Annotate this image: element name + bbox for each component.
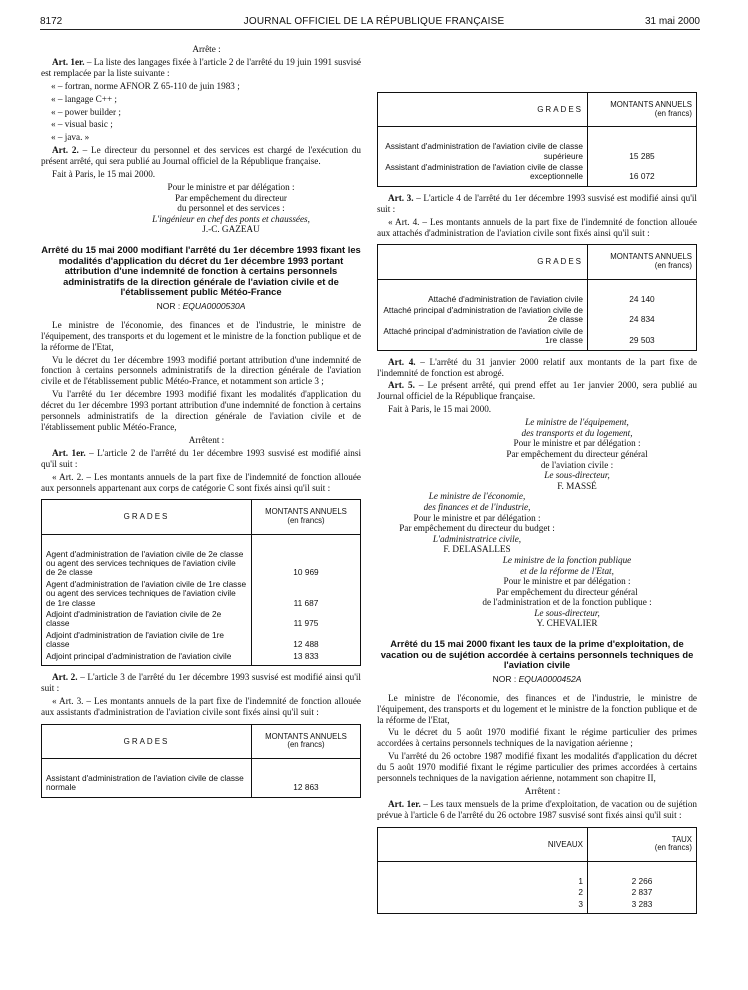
table-row: Assistant d'administration de l'aviation civile de classe normale 12 863 bbox=[42, 773, 361, 797]
article-3: Art. 3. – L'article 4 de l'arrêté du 1er décembre 1993 susvisé est modifié ainsi qu'il suit : bbox=[377, 192, 697, 214]
table-header-grades: GRADES bbox=[42, 500, 252, 534]
paragraph: Le ministre de l'économie, des finances et de l'industrie, le ministre de l'équipement, des transports et du logement et le ministre de la fonction publique et de la réforme de l'Etat, bbox=[41, 319, 361, 352]
article-2-modif: Art. 2. – L'article 3 de l'arrêté du 1er décembre 1993 susvisé est modifié ainsi qu'il suit : bbox=[41, 672, 361, 693]
left-column bbox=[41, 44, 361, 804]
decree-title: Arrêté du 15 mai 2000 fixant les taux de la prime d'exploitation, de vacation ou de sujétion accordée à certains personnels techniques de l'aviation civile bbox=[380, 638, 694, 671]
fait-a-paris: Fait à Paris, le 15 mai 2000. bbox=[388, 404, 492, 415]
page-number: 8172 bbox=[40, 16, 63, 27]
grades-table bbox=[41, 724, 361, 798]
table-header-amounts: MONTANTS ANNUELS (en francs) bbox=[252, 724, 361, 758]
grades-table bbox=[377, 92, 697, 187]
table-header-levels: NIVEAUX bbox=[378, 827, 588, 861]
list-item: « – java. » bbox=[51, 132, 90, 143]
article-5: Art. 5. – Le présent arrêté, qui prend effet au 1er janvier 2000, sera publié au Journal officiel de la République française. bbox=[377, 380, 697, 402]
arretent-heading: Arrêtent : bbox=[188, 434, 225, 445]
table-header-amounts: MONTANTS ANNUELS (en francs) bbox=[588, 245, 697, 279]
journal-title: JOURNAL OFFICIEL DE LA RÉPUBLIQUE FRANÇAISE bbox=[243, 16, 505, 27]
signature-line: Par empêchement du directeur bbox=[175, 192, 287, 203]
paragraph: Vu l'arrêté du 1er décembre 1993 modifié fixant les modalités d'application du décret du 1er décembre 1993 portant attribution d'une indemnité de fonction à certains personnels administratifs de la direction générale de l'aviation civile et de l'établissement public Météo-France, bbox=[41, 389, 361, 432]
rates-table bbox=[377, 827, 697, 914]
paragraph: Le ministre de l'économie, des finances et de l'industrie, le ministre de l'équipement, des transports et du logement et le ministre de la fonction publique et de la réforme de l'Etat, bbox=[377, 692, 697, 725]
table-row: Agent d'administration de l'aviation civile de 2e classe ou agent des services techniques de l'aviation civile de 2e classe 10 969 bbox=[42, 549, 361, 579]
grades-table bbox=[41, 499, 361, 666]
arretent-heading: Arrêtent : bbox=[524, 786, 561, 796]
paragraph: Vu le décret du 5 août 1970 modifié fixant le régime particulier des primes accordées à certains personnels techniques de la navigation aérienne ; bbox=[377, 727, 697, 749]
list-item: « – power builder ; bbox=[51, 106, 121, 117]
table-header-grades: GRADES bbox=[378, 93, 588, 127]
signature-line: du personnel et des services : bbox=[177, 203, 285, 214]
paragraph: Vu l'arrêté du 26 octobre 1987 modifié fixant les modalités d'application du décret du 5 août 1970 modifié fixant le régime particulier des primes accordées à certains personnels techniques de la navigation aérienne, notamment son chapitre II, bbox=[377, 751, 697, 784]
issue-date: 31 mai 2000 bbox=[644, 16, 700, 27]
table-row: 3 3 283 bbox=[378, 899, 697, 914]
article-quote: « Art. 4. – Les montants annuels de la part fixe de l'indemnité de fonction allouée aux attachés d'administration de l'aviation civile sont fixés ainsi qu'il suit : bbox=[377, 216, 697, 238]
table-header-rates: TAUX (en francs) bbox=[588, 827, 697, 861]
signature-line: Pour le ministre et par délégation : bbox=[167, 181, 295, 192]
signature-block: Le ministre de l'économie, des finances et de l'industrie, Pour le ministre et par délégation : Par empêchement du directeur du budget : L'administratrice civile, F. DELASALLES bbox=[399, 491, 555, 555]
table-row: Agent d'administration de l'aviation civile de 1re classe ou agent des services techniques de l'aviation civile de 1re classe 11 687 bbox=[42, 579, 361, 609]
nor-reference: NOR : EQUA0000452A bbox=[492, 673, 582, 684]
list-item: « – fortran, norme AFNOR Z 65-110 de juin 1983 ; bbox=[51, 80, 240, 91]
table-row: Adjoint d'administration de l'aviation civile de 2e classe 11 975 bbox=[42, 609, 361, 630]
article-quote: « Art. 3. – Les montants annuels de la part fixe de l'indemnité de fonction allouée aux assistants d'administration de l'aviation civile sont fixés ainsi qu'il suit : bbox=[41, 695, 361, 717]
arrete-heading: Arrête : bbox=[192, 44, 221, 54]
article-1: Art. 1er. – La liste des langages fixée à l'article 2 de l'arrêté du 19 juin 1991 susvisé est remplacée par la liste suivante : bbox=[41, 56, 361, 78]
decree-title: Arrêté du 15 mai 2000 modifiant l'arrêté du 1er décembre 1993 fixant les modalités d'application du décret du 1er décembre 1993 portant attribution d'une indemnité de fonction à certains personnels administratifs de la direction générale de l'aviation civile et de l'établissement public Météo-France bbox=[41, 243, 361, 298]
table-header-amounts: MONTANTS ANNUELS (en francs) bbox=[252, 500, 361, 534]
page-header bbox=[0, 0, 748, 26]
article-4: Art. 4. – L'arrêté du 31 janvier 2000 relatif aux montants de la part fixe de l'indemnité de fonction est abrogé. bbox=[377, 356, 697, 378]
table-row: Attaché principal d'administration de l'aviation civile de 2e classe 24 834 bbox=[378, 305, 697, 326]
table-row: Attaché principal d'administration de l'aviation civile de 1re classe 29 503 bbox=[378, 326, 697, 350]
table-row: Assistant d'administration de l'aviation civile de classe supérieure 15 285 bbox=[378, 141, 697, 162]
table-row: 1 2 266 bbox=[378, 876, 697, 887]
signature-block bbox=[101, 182, 361, 235]
list-item: « – visual basic ; bbox=[51, 119, 113, 130]
nor-reference: NOR : EQUA0000530A bbox=[156, 300, 246, 311]
table-header-grades: GRADES bbox=[42, 724, 252, 758]
article-2: Art. 2. – Le directeur du personnel et des services est chargé de l'exécution du présent arrêté, qui sera publié au Journal officiel de la République française. bbox=[41, 145, 361, 167]
table-row: Adjoint d'administration de l'aviation civile de 1re classe 12 488 bbox=[42, 630, 361, 651]
table-row: Adjoint principal d'administration de l'aviation civile 13 833 bbox=[42, 651, 361, 666]
paragraph: Vu le décret du 1er décembre 1993 modifié portant attribution d'une indemnité de fonction à certains personnels administratifs de la direction générale de l'aviation civile et de l'établissement public Météo-France, et notamment son article 3 ; bbox=[41, 354, 361, 387]
list-item: « – langage C++ ; bbox=[51, 93, 117, 104]
right-column bbox=[377, 92, 697, 920]
article-1-modif: Art. 1er. – L'article 2 de l'arrêté du 1er décembre 1993 susvisé est modifié ainsi qu'il suit : bbox=[41, 447, 361, 469]
table-row: Attaché d'administration de l'aviation civile 24 140 bbox=[378, 294, 697, 305]
table-row: Assistant d'administration de l'aviation civile de classe exceptionnelle 16 072 bbox=[378, 162, 697, 186]
table-header-grades: GRADES bbox=[378, 245, 588, 279]
article-1-prime: Art. 1er. – Les taux mensuels de la prime d'exploitation, de vacation ou de sujétion prévue à l'article 6 de l'arrêté du 26 octobre 1987 susvisé sont fixés ainsi qu'il suit : bbox=[377, 798, 698, 820]
header-rule bbox=[40, 29, 700, 30]
article-quote: « Art. 2. – Les montants annuels de la part fixe de l'indemnité de fonction allouée aux personnels appartenant aux corps de catégorie C sont fixés ainsi qu'il suit : bbox=[41, 471, 361, 493]
table-header-amounts: MONTANTS ANNUELS (en francs) bbox=[588, 93, 697, 127]
language-list bbox=[41, 81, 361, 144]
signature-block: Le ministre de l'équipement, des transports et du logement, Pour le ministre et par délégation : Par empêchement du directeur général de l'aviation civile : Le sous-directeur, F. MASSÉ bbox=[506, 417, 648, 491]
signature-name: J.-C. GAZEAU bbox=[202, 224, 260, 235]
signature-title: L'ingénieur en chef des ponts et chaussées, bbox=[152, 213, 310, 224]
grades-table bbox=[377, 244, 697, 350]
table-row: 2 2 837 bbox=[378, 887, 697, 898]
fait-a-paris: Fait à Paris, le 15 mai 2000. bbox=[52, 169, 156, 180]
signature-block: Le ministre de la fonction publique et de la réforme de l'Etat, Pour le ministre et par délégation : Par empêchement du directeur général de l'administration et de la fonction publique : Le sous-directeur, Y. CHEVALIER bbox=[482, 554, 652, 629]
